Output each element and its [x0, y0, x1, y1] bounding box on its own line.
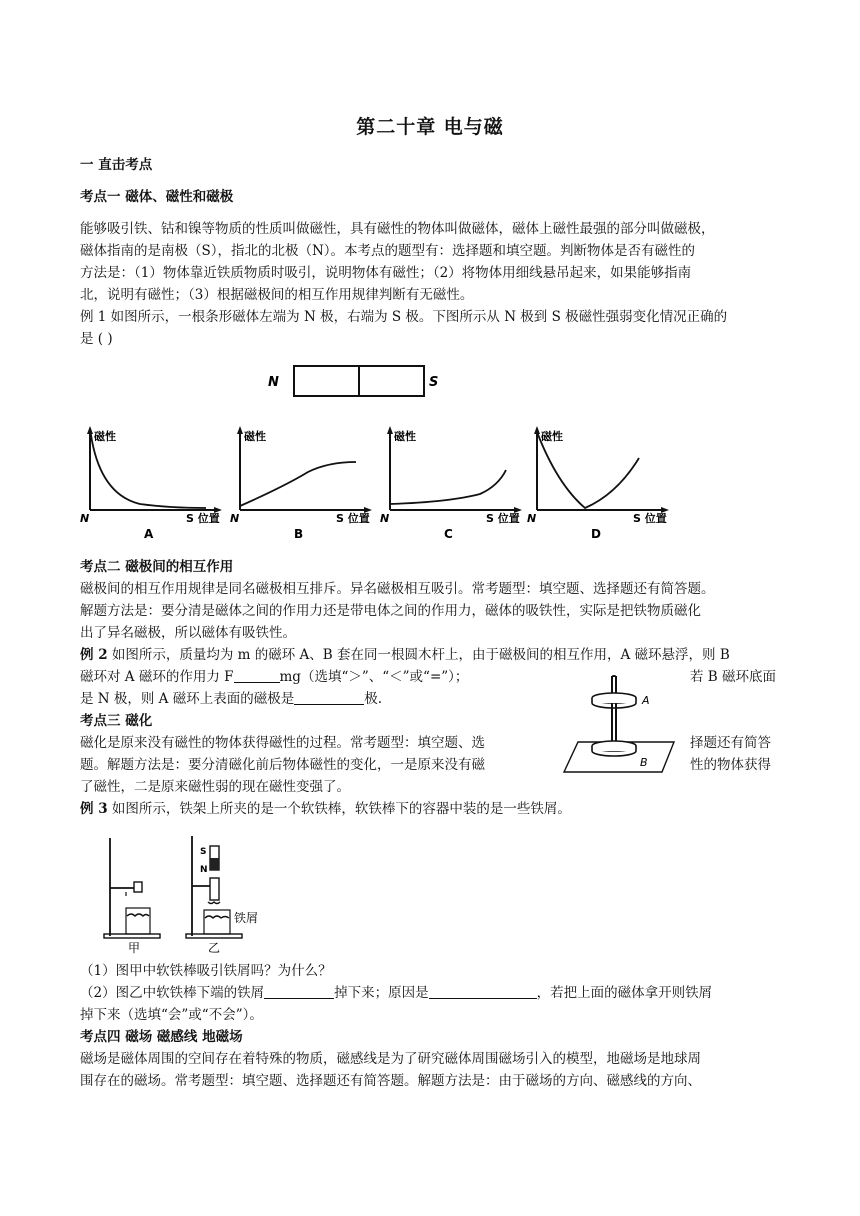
example-1-line: 是 ( ) [80, 331, 113, 347]
graph-xleft: N [230, 512, 240, 525]
question-2-text: 掉下来；原因是 [334, 985, 429, 1001]
stand-jia [104, 838, 160, 938]
example-2-text: 极. [364, 691, 383, 707]
graph-xleft: N [380, 512, 390, 525]
graphs-figure [80, 424, 680, 540]
magnet-s-label: S [429, 375, 439, 390]
section-heading: 一 直击考点 [80, 157, 153, 173]
example-1-line: 例 1 如图所示，一根条形磁体左端为 N 极，右端为 S 极。下图所示从 N 极到 S 极磁性强弱变化情况正确的 [80, 309, 728, 325]
topic-3-line: 性的物体获得 [690, 757, 771, 773]
topic-3-line: 题。解题方法是：要分清磁化前后物体磁性的变化，一是原来没有磁 [80, 757, 485, 773]
topic-2-line: 出了异名磁极，所以磁体有吸铁性。 [80, 625, 296, 641]
graph-b [230, 426, 372, 540]
topic-4-line: 磁场是磁体周围的空间存在着特殊的物质，磁感线是为了研究磁体周围磁场引入的模型，地磁场是地球周 [80, 1051, 701, 1067]
example-2-text: 如图所示，质量均为 m 的磁环 A、B 套在同一根圆木杆上，由于磁极间的相互作用，A 磁环悬浮，则 B [107, 647, 730, 663]
question-2 [80, 982, 784, 1004]
topic-2-line: 解题方法是：要分清是磁体之间的作用力还是带电体之间的作用力，磁体的吸铁性，实际是把铁物质磁化 [80, 603, 701, 619]
example-2-text: 若 B 磁环底面 [690, 669, 777, 685]
soft-iron-rod [210, 878, 219, 900]
topic-3-line: 了磁性，二是原来磁性弱的现在磁性变强了。 [80, 779, 350, 795]
graph-c [380, 426, 522, 540]
example-2-label: 例 2 [80, 647, 108, 663]
question-2-text: ，若把上面的磁体拿开则铁屑 [536, 985, 713, 1001]
topic-2-line: 磁极间的相互作用规律是同名磁极相互排斥。异名磁极相互吸引。常考题型：填空题、选择题还有简答题。 [80, 581, 715, 597]
topic-4-heading: 考点四 磁场 磁感线 地磁场 [80, 1029, 243, 1045]
graph-xright: S 位置 [486, 512, 520, 525]
label-yi: 乙 [208, 941, 221, 955]
graph-curve [240, 462, 356, 506]
example-2-text: 磁环对 A 磁环的作用力 F [80, 669, 234, 685]
graph-xright: S 位置 [186, 512, 220, 525]
topic-1-heading: 考点一 磁体、磁性和磁极 [80, 189, 234, 205]
example-3-text: 如图所示，铁架上所夹的是一个软铁棒，软铁棒下的容器中装的是一些铁屑。 [107, 801, 571, 817]
topic-1-line: 能够吸引铁、钴和镍等物质的性质叫做磁性，具有磁性的物体叫做磁体，磁体上磁性最强的部分叫做磁极， [80, 221, 715, 237]
example-2-text: mg（选填“＞”、“＜”或“=”）； [279, 669, 469, 685]
label-jia: 甲 [128, 941, 141, 955]
graph-xleft: N [80, 512, 90, 525]
topic-1-line: 磁体指南的是南极（S），指北的北极（N）。本考点的题型有：选择题和填空题。判断物体是否有磁性的 [80, 243, 696, 259]
graph-xleft: N [527, 512, 537, 525]
graph-option-label: C [444, 527, 453, 540]
example-2-text: 是 N 极，则 A 磁环上表面的磁极是 [80, 691, 295, 707]
topic-3-line: 磁化是原来没有磁性的物体获得磁性的过程。常考题型：填空题、选 [80, 735, 485, 751]
graph-ylabel: 磁性 [541, 430, 563, 443]
answer-blank-f[interactable] [234, 668, 280, 683]
topic-2-heading: 考点二 磁极间的相互作用 [80, 559, 234, 575]
answer-blank-fall[interactable] [264, 984, 334, 999]
graph-option-label: A [144, 527, 154, 540]
topic-4-line: 围存在的磁场。常考题型：填空题、选择题还有简答题。解题方法是：由于磁场的方向、磁感线的方向、 [80, 1073, 701, 1089]
graph-curve [537, 432, 639, 508]
graph-option-label: D [591, 527, 601, 540]
ring-a-label: A [642, 694, 650, 707]
answer-blank-pole[interactable] [294, 690, 364, 705]
graph-xright: S 位置 [336, 512, 370, 525]
graph-curve [390, 470, 506, 504]
topic-3-heading: 考点三 磁化 [80, 713, 153, 729]
answer-blank-reason[interactable] [429, 984, 537, 999]
filings-label: 铁屑 [234, 911, 259, 925]
graph-option-label: B [294, 527, 304, 540]
graph-ylabel: 磁性 [244, 430, 266, 443]
question-1: （1）图甲中软铁棒吸引铁屑吗？为什么？ [80, 963, 332, 979]
topic-3-line: 择题还有简答 [690, 735, 771, 751]
question-2-cont: 掉下来（选填“会”或“不会”）。 [80, 1007, 263, 1023]
iron-stand-figure [96, 832, 272, 956]
example-3-line [80, 798, 784, 820]
example-3-label: 例 3 [80, 801, 108, 817]
magnet-n-label: N [268, 375, 279, 390]
question-2-text: （2）图乙中软铁棒下端的铁屑 [80, 985, 265, 1001]
graph-ylabel: 磁性 [394, 430, 416, 443]
graph-a [80, 426, 222, 540]
bar-magnet-figure [264, 360, 454, 402]
topic-1-line: 北，说明有磁性；（3）根据磁极间的相互作用规律判断有无磁性。 [80, 287, 474, 303]
graph-d [527, 426, 669, 540]
graph-xright: S 位置 [633, 512, 667, 525]
stand-n-label: N [200, 865, 208, 875]
stand-s-label: S [200, 847, 207, 857]
chapter-title: 第二十章 电与磁 [356, 116, 504, 138]
graph-ylabel: 磁性 [94, 430, 116, 443]
topic-1-line: 方法是：（1）物体靠近铁质物质时吸引，说明物体有磁性；（2）将物体用细线悬吊起来，如果能够指南 [80, 265, 692, 281]
ring-b-label: B [640, 756, 648, 769]
